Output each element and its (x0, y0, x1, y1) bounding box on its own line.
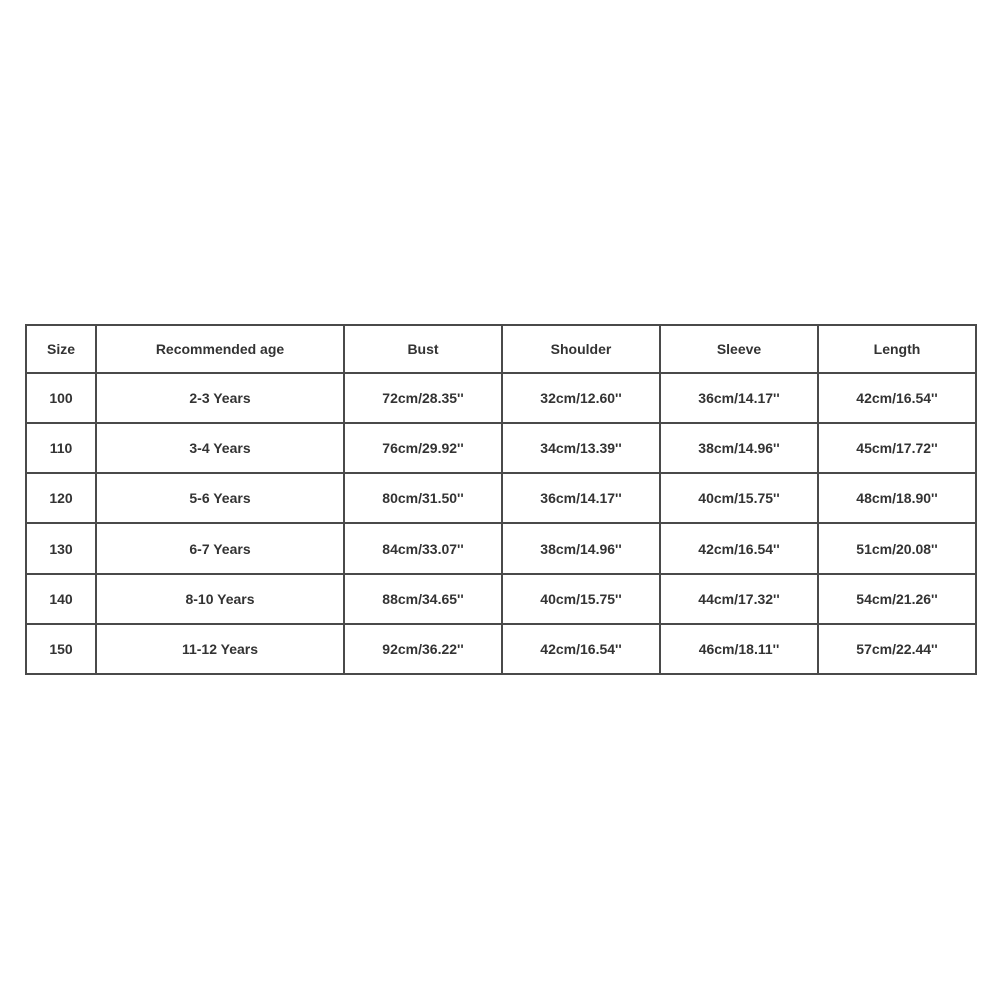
header-sleeve: Sleeve (660, 325, 818, 373)
cell-length: 54cm/21.26'' (818, 574, 976, 624)
cell-bust: 84cm/33.07'' (344, 523, 502, 573)
cell-size: 110 (26, 423, 96, 473)
cell-length: 57cm/22.44'' (818, 624, 976, 674)
cell-shoulder: 32cm/12.60'' (502, 373, 660, 423)
cell-size: 100 (26, 373, 96, 423)
cell-recommended-age: 3-4 Years (96, 423, 344, 473)
cell-length: 42cm/16.54'' (818, 373, 976, 423)
table-row (26, 624, 976, 674)
cell-shoulder: 34cm/13.39'' (502, 423, 660, 473)
cell-recommended-age: 6-7 Years (96, 523, 344, 573)
cell-bust: 80cm/31.50'' (344, 473, 502, 523)
header-shoulder: Shoulder (502, 325, 660, 373)
cell-recommended-age: 8-10 Years (96, 574, 344, 624)
cell-sleeve: 42cm/16.54'' (660, 523, 818, 573)
table-row (26, 523, 976, 573)
cell-sleeve: 40cm/15.75'' (660, 473, 818, 523)
cell-shoulder: 42cm/16.54'' (502, 624, 660, 674)
cell-length: 48cm/18.90'' (818, 473, 976, 523)
cell-size: 150 (26, 624, 96, 674)
cell-sleeve: 38cm/14.96'' (660, 423, 818, 473)
cell-sleeve: 36cm/14.17'' (660, 373, 818, 423)
header-recommended-age: Recommended age (96, 325, 344, 373)
cell-bust: 76cm/29.92'' (344, 423, 502, 473)
header-bust: Bust (344, 325, 502, 373)
cell-recommended-age: 5-6 Years (96, 473, 344, 523)
cell-shoulder: 36cm/14.17'' (502, 473, 660, 523)
cell-size: 130 (26, 523, 96, 573)
cell-length: 51cm/20.08'' (818, 523, 976, 573)
cell-bust: 72cm/28.35'' (344, 373, 502, 423)
cell-bust: 92cm/36.22'' (344, 624, 502, 674)
header-length: Length (818, 325, 976, 373)
table-row (26, 423, 976, 473)
cell-shoulder: 40cm/15.75'' (502, 574, 660, 624)
table-row (26, 373, 976, 423)
cell-size: 120 (26, 473, 96, 523)
table-row (26, 473, 976, 523)
size-chart-table (25, 324, 977, 675)
cell-length: 45cm/17.72'' (818, 423, 976, 473)
cell-bust: 88cm/34.65'' (344, 574, 502, 624)
cell-recommended-age: 11-12 Years (96, 624, 344, 674)
table-row (26, 574, 976, 624)
cell-sleeve: 44cm/17.32'' (660, 574, 818, 624)
cell-sleeve: 46cm/18.11'' (660, 624, 818, 674)
table-header-row (26, 325, 976, 373)
header-size: Size (26, 325, 96, 373)
cell-size: 140 (26, 574, 96, 624)
cell-shoulder: 38cm/14.96'' (502, 523, 660, 573)
cell-recommended-age: 2-3 Years (96, 373, 344, 423)
